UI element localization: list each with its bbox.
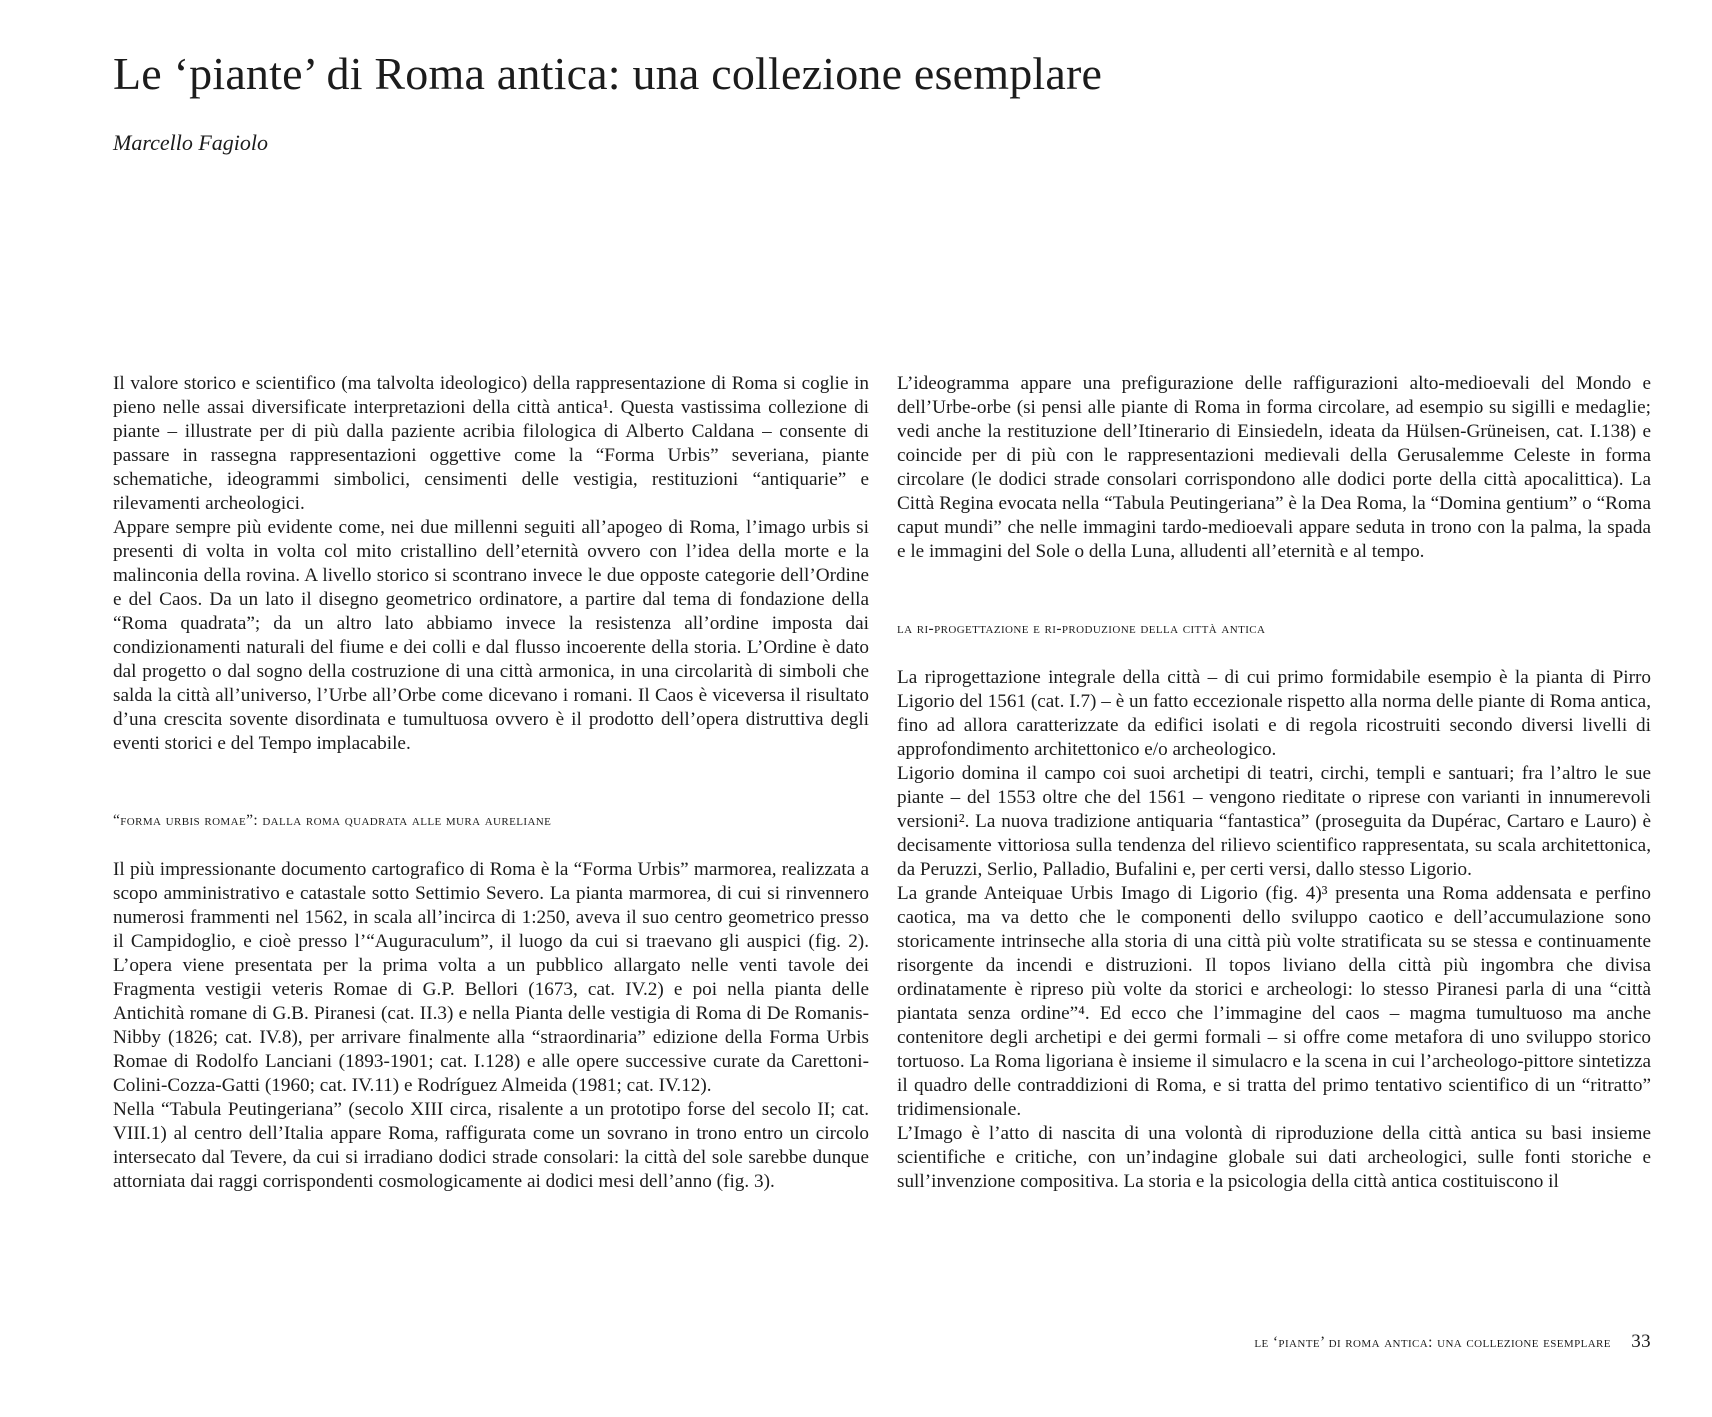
paragraph: Appare sempre più evidente come, nei due millenni seguiti all’apogeo di Roma, l’imago urbis si presenti di volta in volta col mito cristallino dell’eternità ovvero con l’idea della morte e la malinconia della rovina. A livello storico si scontrano invece le due opposte categorie dell’Ordine e del Caos. Da un lato il disegno geometrico ordinatore, a partire dal tema di fondazione della “Roma quadrata”; da un altro lato abbiamo invece la resistenza all’ordine imposta dai condizionamenti naturali del fiume e dei colli e dal flusso incoerente della storia. L’Ordine è dato dal progetto o dal sogno della costruzione di una città armonica, in una circolarità di simboli che salda la città all’universo, l’Urbe all’Orbe come dicevano i romani. Il Caos è viceversa il risultato d’una crescita sovente disordinata e tumultuosa ovvero è il prodotto dell’opera distruttiva degli eventi storici e del Tempo implacabile. <box>113 517 869 754</box>
page-footer <box>1254 1331 1651 1353</box>
paragraph: La riprogettazione integrale della città – di cui primo formidabile esempio è la pianta di Pirro Ligorio del 1561 (cat. I.7) – è un fatto eccezionale rispetto alla norma delle piante di Roma antica, fino ad allora caratterizzate da edifici isolati e di regola ricostruiti secondo diversi livelli di approfondimento architettonico e/o archeologico. <box>897 667 1651 760</box>
paragraph: L’Imago è l’atto di nascita di una volontà di riproduzione della città antica su basi insieme scientifiche e critiche, con un’indagine globale sui dati archeologici, sulle fonti storiche e sull’invenzione compositiva. La storia e la psicologia della città antica costituiscono il <box>897 1123 1651 1192</box>
paragraph: L’ideogramma appare una prefigurazione delle raffigurazioni alto-medioevali del Mondo e dell’Urbe-orbe (si pensi alle piante di Roma in forma circolare, ad esempio su sigilli e medaglie; vedi anche la restituzione dell’Itinerario di Einsiedeln, ideata da Hülsen-Grüneisen, cat. I.138) e coincide per di più con le rappresentazioni medievali della Gerusalemme Celeste in forma circolare (le dodici strade consolari corrispondono alle dodici porte della città apocalittica). La Città Regina evocata nella “Tabula Peutingeriana” è la Dea Roma, la “Domina gentium” o “Roma caput mundi” che nelle immagini tardo-medioevali appare seduta in trono con la palma, la spada e le immagini del Sole o della Luna, alludenti all’eternità e al tempo. <box>897 373 1651 562</box>
page-number: 33 <box>1631 1331 1651 1352</box>
right-column <box>897 372 1651 1194</box>
paragraph: Nella “Tabula Peutingeriana” (secolo XIII circa, risalente a un prototipo forse del secolo II; cat. VIII.1) al centro dell’Italia appare Roma, raffigurata come un sovrano in trono entro un circolo intersecato dal Tevere, da cui si irradiano dodici strade consolari: la città del sole sarebbe dunque attorniata dai raggi corrispondenti cosmologicamente ai dodici mesi dell’anno (fig. 3). <box>113 1099 869 1192</box>
section-heading: “forma urbis romae”: dalla roma quadrata alle mura aureliane <box>113 812 552 829</box>
page-title: Le ‘piante’ di Roma antica: una collezione esemplare <box>113 48 1103 99</box>
section-heading: la ri-progettazione e ri-produzione della città antica <box>897 620 1266 637</box>
left-column <box>113 372 869 1194</box>
author-name: Marcello Fagiolo <box>113 130 268 155</box>
paragraph: Il valore storico e scientifico (ma talvolta ideologico) della rappresentazione di Roma si coglie in pieno nelle assai diversificate interpretazioni della città antica¹. Questa vastissima collezione di piante – illustrate per di più dalla paziente acribia filologica di Alberto Caldana – consente di passare in rassegna rappresentazioni oggettive come la “Forma Urbis” severiana, piante schematiche, ideogrammi simbolici, censimenti delle vestigia, restituzioni “antiquarie” e rilevamenti archeologici. <box>113 373 869 514</box>
paragraph: Ligorio domina il campo coi suoi archetipi di teatri, circhi, templi e santuari; fra l’altro le sue piante – del 1553 oltre che del 1561 – vengono rieditate o riprese con varianti in innumerevoli versioni². La nuova tradizione antiquaria “fantastica” (proseguita da Dupérac, Cartaro e Lauro) è decisamente vittoriosa sulla tendenza del rilievo scientifico rappresentata, su scala architettonica, da Peruzzi, Serlio, Palladio, Bufalini e, per certi versi, dallo stesso Ligorio. <box>897 763 1651 880</box>
running-title: le ‘piante’ di roma antica: una collezione esemplare <box>1254 1334 1611 1351</box>
paragraph: La grande Anteiquae Urbis Imago di Ligorio (fig. 4)³ presenta una Roma addensata e perfino caotica, ma va detto che le componenti dello sviluppo caotico e dell’accumulazione sono storicamente intrinseche alla storia di una città più volte stratificata su se stessa e continuamente risorgente da incendi e distruzioni. Il topos liviano della città più ingombra che divisa ordinatamente è ripreso più volte da storici e archeologi: lo stesso Piranesi parla di una “città piantata senza ordine”⁴. Ed ecco che l’immagine del caos – magma tumultuoso ma anche contenitore degli archetipi e dei germi formali – si offre come metafora di uno sviluppo storico tortuoso. La Roma ligoriana è insieme il simulacro e la scena in cui l’archeologo-pittore sintetizza il quadro delle contraddizioni di Roma, e si tratta del primo tentativo scientifico di un “ritratto” tridimensionale. <box>897 883 1651 1120</box>
paragraph: Il più impressionante documento cartografico di Roma è la “Forma Urbis” marmorea, realizzata a scopo amministrativo e catastale sotto Settimio Severo. La pianta marmorea, di cui si rinvennero numerosi frammenti nel 1562, in scala all’incirca di 1:250, aveva il suo centro geometrico presso il Campidoglio, e cioè presso l’“Auguraculum”, il luogo da cui si traevano gli auspici (fig. 2). L’opera viene presentata per la prima volta a un pubblico allargato nelle venti tavole dei Fragmenta vestigii veteris Romae di G.P. Bellori (1673, cat. IV.2) e poi nella pianta delle Antichità romane di G.B. Piranesi (cat. II.3) e nella Pianta delle vestigia di Roma di De Romanis-Nibby (1826; cat. IV.8), per arrivare finalmente alla “straordinaria” edizione della Forma Urbis Romae di Rodolfo Lanciani (1893-1901; cat. I.128) e alle opere successive curate da Carettoni-Colini-Cozza-Gatti (1960; cat. IV.11) e Rodríguez Almeida (1981; cat. IV.12). <box>113 859 869 1096</box>
